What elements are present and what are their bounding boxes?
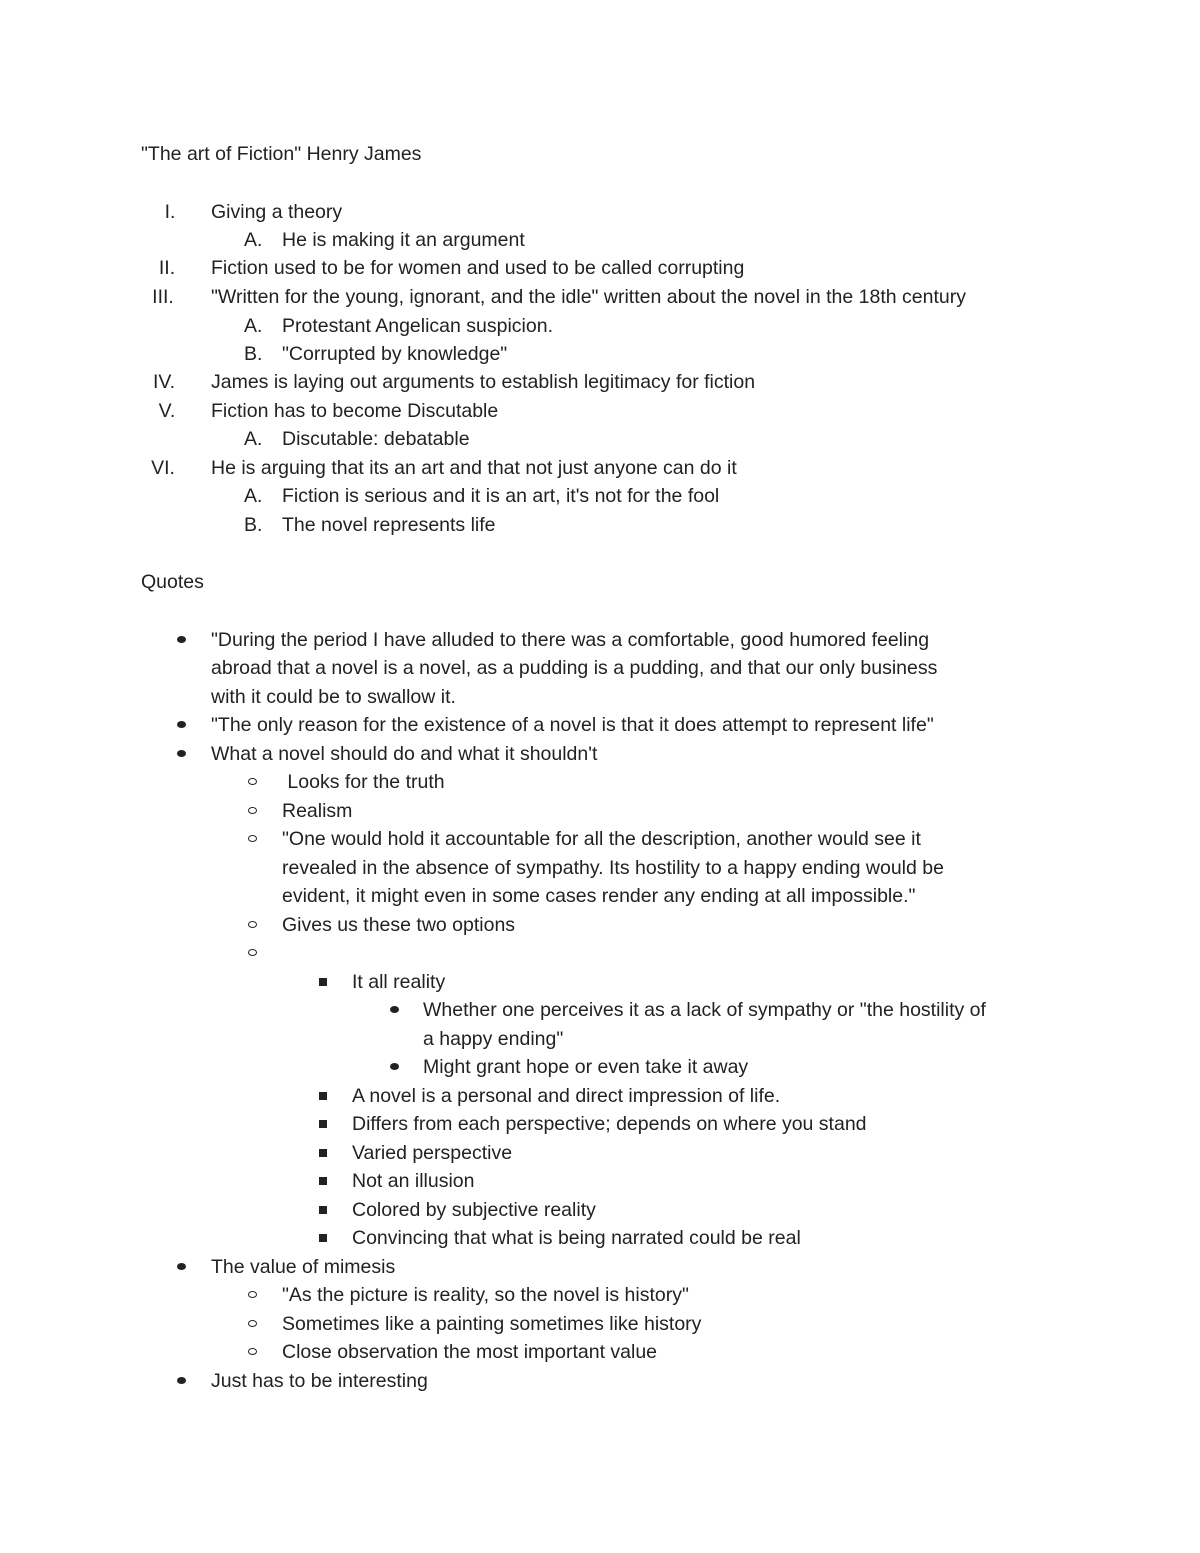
list-item-text: evident, it might even in some cases render any ending at all impossible." <box>282 885 916 907</box>
list-item-text: Gives us these two options <box>282 914 516 936</box>
list-item-text: with it could be to swallow it. <box>211 686 456 708</box>
circle-bullet-icon <box>248 921 257 928</box>
list-item-text: abroad that a novel is a novel, as a pudding is a pudding, and that our only business <box>211 657 938 679</box>
outline-text: "Written for the young, ignorant, and the idle" written about the novel in the 18th century <box>211 286 966 308</box>
quotes-heading: Quotes <box>141 571 204 593</box>
document-title: "The art of Fiction" Henry James <box>141 143 422 165</box>
outline-marker: A. <box>244 485 263 507</box>
square-bullet-icon <box>319 1234 327 1242</box>
list-item-text: Sometimes like a painting sometimes like history <box>282 1313 702 1335</box>
list-item-text: "The only reason for the existence of a novel is that it does attempt to represent life" <box>211 714 934 736</box>
outline-text: He is making it an argument <box>282 229 525 251</box>
disc-bullet-icon <box>177 1263 186 1270</box>
list-item-text: Looks for the truth <box>282 771 445 793</box>
list-item-text: "During the period I have alluded to there was a comfortable, good humored feeling <box>211 629 930 651</box>
disc-bullet-icon <box>177 750 186 757</box>
outline-marker: III. <box>152 286 174 308</box>
square-bullet-icon <box>319 1206 327 1214</box>
outline-text: The novel represents life <box>282 514 496 536</box>
circle-bullet-icon <box>248 778 257 785</box>
circle-bullet-icon <box>248 1320 257 1327</box>
outline-marker: A. <box>244 229 263 251</box>
outline-marker: VI. <box>151 457 175 479</box>
outline-text: "Corrupted by knowledge" <box>282 343 508 365</box>
outline-text: Discutable: debatable <box>282 428 470 450</box>
square-bullet-icon <box>319 1092 327 1100</box>
list-item-text: Not an illusion <box>352 1170 475 1192</box>
square-bullet-icon <box>319 1149 327 1157</box>
square-bullet-icon <box>319 1177 327 1185</box>
disc-bullet-icon <box>177 721 186 728</box>
list-item-text: What a novel should do and what it shouldn't <box>211 743 598 765</box>
square-bullet-icon <box>319 978 327 986</box>
outline-text: Fiction used to be for women and used to be called corrupting <box>211 257 745 279</box>
outline-text: James is laying out arguments to establish legitimacy for fiction <box>211 371 756 393</box>
outline-marker: II. <box>158 257 176 279</box>
disc-bullet-icon <box>390 1063 399 1070</box>
list-item-text: Just has to be interesting <box>211 1370 428 1392</box>
outline-marker: A. <box>244 428 263 450</box>
outline-text: He is arguing that its an art and that not just anyone can do it <box>211 457 737 479</box>
list-item-text: a happy ending" <box>423 1028 564 1050</box>
list-item-text: The value of mimesis <box>211 1256 396 1278</box>
outline-text: Protestant Angelican suspicion. <box>282 315 554 337</box>
list-item-text: Varied perspective <box>352 1142 513 1164</box>
disc-bullet-icon <box>390 1006 399 1013</box>
outline-marker: B. <box>244 514 263 536</box>
list-item-text: Convincing that what is being narrated could be real <box>352 1227 801 1249</box>
disc-bullet-icon <box>177 636 186 643</box>
list-item-text: "One would hold it accountable for all the description, another would see it <box>282 828 921 850</box>
list-item-text: Whether one perceives it as a lack of sympathy or "the hostility of <box>423 999 986 1021</box>
outline-marker: A. <box>244 315 263 337</box>
list-item-text: "As the picture is reality, so the novel is history" <box>282 1284 689 1306</box>
square-bullet-icon <box>319 1120 327 1128</box>
disc-bullet-icon <box>177 1377 186 1384</box>
list-item-text: revealed in the absence of sympathy. Its hostility to a happy ending would be <box>282 857 944 879</box>
outline-marker: B. <box>244 343 263 365</box>
circle-bullet-icon <box>248 1291 257 1298</box>
list-item-text: Close observation the most important value <box>282 1341 658 1363</box>
list-item-text: Colored by subjective reality <box>352 1199 596 1221</box>
outline-marker: I. <box>164 201 176 223</box>
circle-bullet-icon <box>248 807 257 814</box>
list-item-text: It all reality <box>352 971 446 993</box>
outline-text: Giving a theory <box>211 201 343 223</box>
list-item-text: A novel is a personal and direct impression of life. <box>352 1085 781 1107</box>
list-item-text: Realism <box>282 800 353 822</box>
circle-bullet-icon <box>248 949 257 956</box>
circle-bullet-icon <box>248 835 257 842</box>
outline-text: Fiction is serious and it is an art, it's not for the fool <box>282 485 720 507</box>
outline-text: Fiction has to become Discutable <box>211 400 499 422</box>
list-item-text: Might grant hope or even take it away <box>423 1056 749 1078</box>
list-item-text: Differs from each perspective; depends on where you stand <box>352 1113 867 1135</box>
circle-bullet-icon <box>248 1348 257 1355</box>
outline-marker: IV. <box>152 371 176 393</box>
outline-marker: V. <box>158 400 176 422</box>
